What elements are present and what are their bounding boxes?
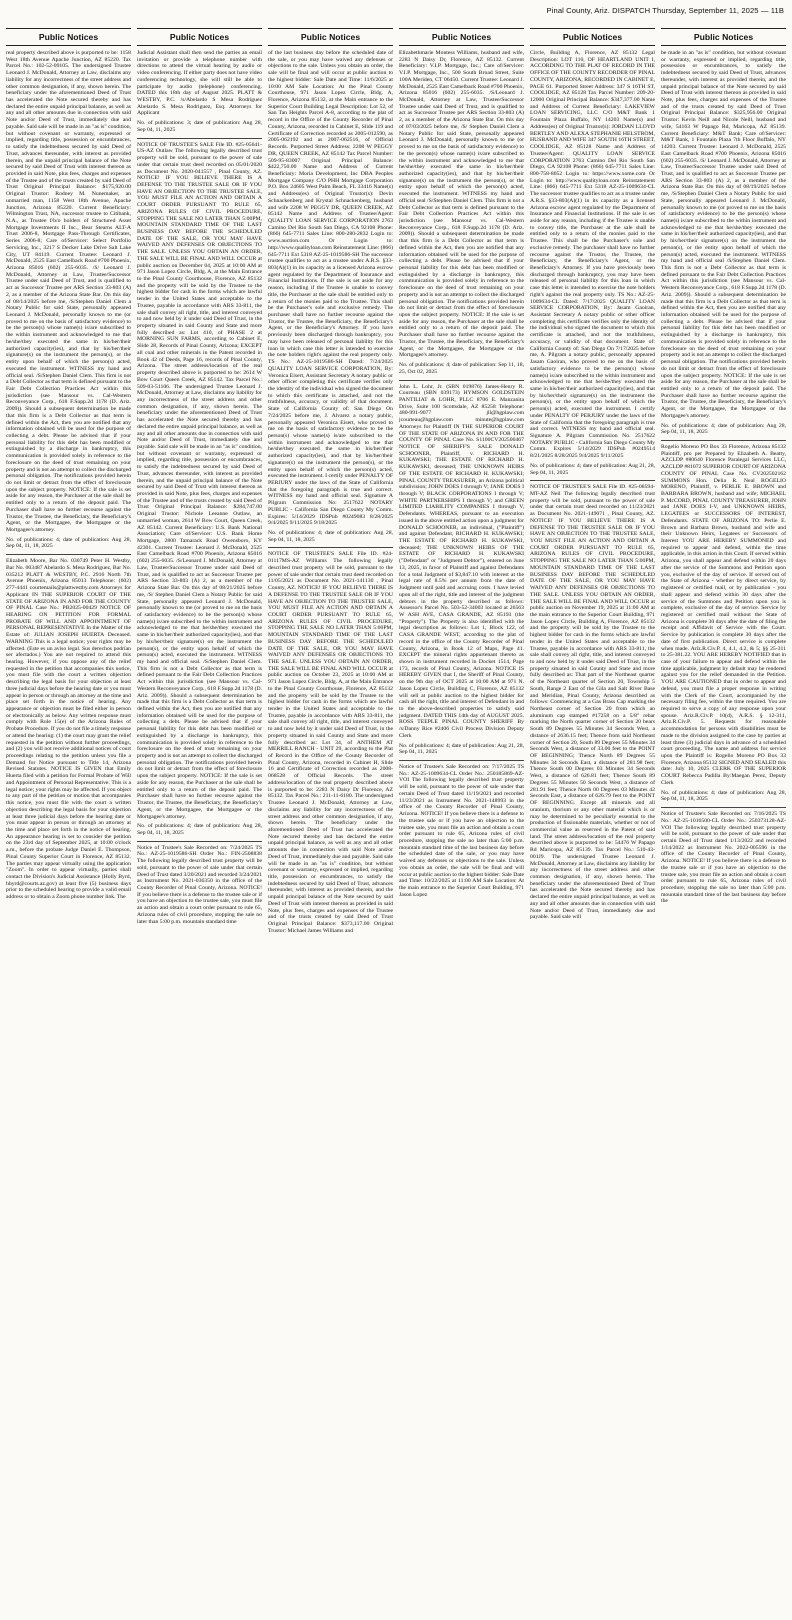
running-head: Pinal County, Ariz. DISPATCH Thursday, September 11, 2025 — 11B	[546, 6, 784, 15]
publication-note: No. of publications: 3; date of publication: Aug 28, Sep 04, 11, 2025	[137, 120, 262, 133]
column-heading: Public Notices	[6, 28, 131, 46]
notice-paragraph: NOTICE OF TRUSTEE'S SALE File ID. #25-08594-MT-AZ Neil The following legally described trust property will be sold, pursuant to the power of sale under that certain trust deed recorded on 11/23/2021 as Document No. 2021-149071 , Pinal County, AZ. NOTICE! IF YOU BELIEVE THERE IS A DEFENSE TO THE TRUSTEE SALE OR IF YOU HAVE AN OBJECTION TO THE TRUSTEE SALE, YOU MUST FILE AN ACTION AND OBTAIN A COURT ORDER PURSUANT TO RULE 65, ARIZONA RULES OF CIVIL PROCEDURE, STOPPING THE SALE NO LATER THAN 5:00PM, MOUNTAIN STANDARD TIME OF THE LAST BUSINESS DAY BEFORE THE SCHEDULED DATE OF THE SALE, OR YOU MAY HAVE WAIVED ANY DEFENSES OR OBJECTIONS TO THE SALE. UNLESS YOU OBTAIN AN ORDER, THE SALE WILL BE FINAL AND WILL OCCUR at public auction on November 19, 2025 at 11:00 AM at the main entrance to the Superior Court Building, 971 Jason Lopez Circle, Building A, Florence, AZ 85132 and the property will be sold by the Trustee to the highest bidder for cash in the forms which are lawful tender in the United States and acceptable to the Trustee, payable in accordance with ARS 33-811, the sale shall convey all right, title, and interest conveyed to and now held by it under said Deed of Trust, in the property situated in said County and State and more fully described as: That part of the Northeast quarter of the Northeast quarter of Section 20, Township 5 South, Range 2 East of the Gila and Salt River Base and Meridian, Pinal County, Arizona described as follows: Commencing at a Gas Brass Cap marking the Northeast corner of Section 20 from which an aluminum cap stamped #17258 on a 5/8" rebar marking the North quarter corner of Section 20 bears South 89 Degrees 55 Minutes 34 Seconds West, a distance of 2636.15 feet; Thence from said Northeast corner of Section 20, South 89 Degrees 55 Minutes 34 Seconds West, a distance of 33.00 feet to the POINT OF BEGINNING; Thence North 89 Degrees 55 Minutes 34 Seconds East, a distance of 281.98 feet; Thence South 00 Degrees 03 Minutes 34 Seconds West, a distance of 626.81 feet; Thence South 89 Degrees 55 Minutes 50 Seconds West, a distance of 281.91 feet; Thence North 00 Degrees 03 Minutes 42 Seconds East, a distance of 626.79 feet to the POINT OF BEGINNING. Except all minerals and all uranium, thorium or any other material which is or may be determined to be peculiarly essential to the production of fissionable materials, whether or not of commercial value as reserved in the Patent of said land. The street address/location of the real property described above is purported to be: 54476 W Papago Rd Maricopa, AZ 85139. Tax Parcel No.: 510-43-001J9. The undersigned Trustee Leonard J. McDonald, Attorney at Law, disclaims any liability for any incorrectness of the street address and other common designation, if any, shown herein. The beneficiary under the aforementioned Deed of Trust has accelerated the Note secured thereby and has declared the entire unpaid principal balance, as well as any and all other amounts due in connection with said Note and/or Deed of Trust, immediately due and payable. Said sale will	[530, 484, 655, 921]
column-heading: Public Notices	[399, 28, 524, 46]
publication-note: No. of publications: 4; date of publication: Aug 28, Sep 04, 11, 18, 2025	[6, 536, 131, 550]
column-heading: Public Notices	[530, 28, 655, 46]
column-6	[661, 28, 786, 1616]
notice-divider	[661, 440, 786, 441]
column-2	[137, 28, 262, 1616]
notice-paragraph: Elizabeth Moore, Bar No. 030749 Peter H. Westby, Bar No. 003487 Abelardo S. Mesa Rodriguez, Bar No. 035212 PLATT & WESTBY, P.C. 2916 North 7th Avenue Phoenix, Arizona 85013 Telephone: (602) 277-4441 courtemails@plattwestby.com Attorneys for Applicant IN THE SUPERIOR COURT OF THE STATE OF ARIZONA IN AND FOR THE COUNTY OF PINAL Case No.: PB2025-00429 NOTICE OF HEARING ON PETITION FOR FORMAL PROBATE OF WILL AND APPOINTMENT OF PERSONAL REPRESENTATIVE In the Matter of the Estate of: JULIAN JOSEPH HUERTA Deceased. WARNING This is a legal notice; your rights may be affected. (Este es un aviso legal. Sus derechos podrían ser afectados.) You are not required to attend this hearing. However, if you oppose any of the relief requested in the petition that accompanies this notice, you must file with the court a written objection describing the legal basis for your objection at least three judicial days before the hearing date or you must appear in person or through an attorney at the time and place set forth in the notice of hearing. Any appearance or objection must be filed either in person or electronically as below. Any written response must comply with Rule 15(e) of the Arizona Rules of Probate Procedure. If you do not file a timely response or attend the hearing: (1) the court may grant the relief requested in the petition without further proceedings, and (2) you will not receive additional notices of court proceedings relating to the petition unless you file a Demand for Notice pursuant to Title 14, Arizona Revised Statutes. NOTICE IS GIVEN that Emily Huerta filed with a petition for Formal Probate of Will and Appointment of Personal Representative. This is a legal notice; your rights may be affected. If you object to any part of the petition or motion that accompanies this notice, you must file with the court a written objection describing the legal basis for your objection at least three judicial days before the hearing date or you must appear in person or through an attorney at the time and place set forth in the notice of hearing. An appearance hearing is set to consider the petition on the 23rd day of September 2025, at 10:00 o'clock a.m., before the probate Judge Daniel E. Thompson, Pinal County Superior Court in Florence, AZ 85132. The parties may appear virtually using the application "Zoom". In order to appear virtually, parties shall contact the Division's Judicial Assistance (Holly Byrd, hbyrd@courts.az.gov) at least five (5) business days prior to the scheduled hearing to provide a valid email address or to obtain a Zoom phone number link. The	[6, 558, 131, 901]
column-1	[6, 28, 131, 1616]
column-body	[268, 50, 393, 934]
publication-note: No. of publications: 4; date of publication: Aug 21, 28, Sep 04, 11, 2025	[530, 462, 655, 476]
notice-paragraph: be made in an "as is" condition, but without covenant or warranty, expressed or implied, regarding title, possession or encumbrances, to satisfy the indebtedness secured by said Deed of Trust, advances thereunder, with interest as provided therein, and the unpaid principal balance of the Note secured by said Deed of Trust with interest thereon as provided in said Note, plus fees, charges and expenses of the Trustee and of the trusts created by said Deed of Trust Original Principal Balance: $325,956.00 Original Trustor: Kevin Neill and Nicole Neill, husband and wife, 54163 W Papago Rd, Maricopa, AZ 85139. Current Beneficiary: M&T Bank; Care of/Servicer: M&T Bank, 1 Fountain Plaza 7th Floor Buffalo, NY 14203. Current Trustee: Leonard J. McDonald, 2525 East Camelback Road #700 Phoenix, Arizona 85016 (602) 255-6035. /S/ Leonard J. McDonald, Attorney at Law, Trustee/Successor Trustee under said Deed of Trust, and is qualified to act as Successor Trustee per ARS Section 33-803 (A) 2, as a member of the Arizona State Bar. On this day of 08/19/2025 before me, /S/Stephen Daniel Clem a Notary Public for said State, personally appeared Leonard J. McDonald, personally known to me (or proved to me on the basis of satisfactory evidence) to be the person(s) whose name(s) is/are subscribed to the within instrument and acknowledged to me that he/she/they executed the same in his/her/their authorized capacity(ies), and that by his/her/their signature(s) on the instrument the person(s), or the entity upon behalf of which the person(s) acted, executed the instrument. WITNESS my hand and official seal /S/Stephen Daniel Clem. This firm is not a Debt Collector as that term is defined pursuant to the Fair Debt Collection Practices Act within this jurisdiction (see Mansour vs. Cal-Western Reconveyance Corp., 618 F.Supp.2d 1178 (D. Ariz. 2009)). Should a subsequent determination be made that this firm is a Debt Collector as that term is defined within the Act, then you are notified that any information obtained will be used for the purpose of collecting a debt. Please be advised that if your personal liability for this debt has been modified or extinguished by a discharge in bankruptcy, this communication is provided solely in reference to the foreclosure on the deed of trust remaining on your property and is not an attempt to collect the discharged personal obligation. The notifications provided herein do not limit or detract from the effect of foreclosure upon the subject property. NOTICE: If the sale is set aside for any reason, the Purchaser at the sale shall be entitled only to a return of the deposit paid. The Purchaser shall have no further recourse against the Trustor, the Trustee, the Beneficiary, the Beneficiary's Agent, or the Mortgagee, the Mortgagee or the Mortgagee's attorney.	[661, 50, 786, 419]
notice-paragraph: Notice of Trustee's Sale Recorded on: 7/24/2025 TS No.: AZ-25-1019586-SH Order No.: FIN-2508838 The following legally described trust property will be sold, pursuant to the power of sale under that certain Deed of Trust dated 3/20/2021 and recorded 3/24/2021 as Instrument No. 2021-036350 in the office of the County Recorder of Pinal County, Arizona. NOTICE! If you believe there is a defense to the trustee sale or if you have an objection to the trustee sale, you must file an action and obtain a court order pursuant to rule 65, Arizona rules of civil procedure, stopping the sale no later than 5:00 p.m. mountain standard time	[137, 844, 262, 925]
column-4	[399, 28, 524, 1616]
column-5	[530, 28, 655, 1616]
column-heading: Public Notices	[268, 28, 393, 46]
column-heading: Public Notices	[661, 28, 786, 46]
notice-divider	[399, 380, 524, 381]
notice-paragraph: John L. Lohr, Jr. (SBN 019876) James-Henry R. Courteau (SBN 039173) HYMSON GOLDSTEIN PANTILIAT & LOHR, PLLC 8706 E. Manzanita Drive, Suite 100 Scottsdale, AZ 85258 Telephone: 480-991-9077 jll@hgplaw.com jcourteau@hgplaw.com minute@hgplaw.com Attorneys for Plaintiff IN THE SUPERIOR COURT OF THE STATE OF ARIZONA IN AND FOR THE COUNTY OF PINAL Case No. S1100CV202500467 NOTICE OF SHERIFF'S SALE DONALD SCHOONER, Plaintiff, v. RICHARD H. KUKAWSKI; THE ESTATE OF RICHARD H. KUKAWSKI, deceased; THE UNKNOWN HEIRS OF THE ESTATE OF RICHARD H. KUKAWSKI; PINAL COUNTY TREASURER, an Arizona political subdivision; JOHN DOES I through V; JANE DOES I through V; BLACK CORPORATIONS I through V; WHITE PARTNERSHIPS I through V; and GREEN LIMITED LIABILITY COMPANIES I through V, Defendants. WHEREAS, pursuant to an execution issued in the above entitled action upon a judgment for DONALD SCHOONER, an individual, ("Plaintiff") and against Defendant, RICHARD H. KUKAWSKI; THE ESTATE OF RICHARD H. KUKAWSKI, deceased; THE UNKNOWN HEIRS OF THE ESTATE OF RICHARD H. KUKAWSKI ("Defendant" or "Judgment Debtor"), entered on June 13, 2025, in favor of Plaintiff and against Defendants for a total Judgment of $3,847.10 with interest at the legal rate of 8.5% per annum from the date of Judgment until paid and accruing costs. I have levied upon all of the right, title and interest of the judgment debtors in the property described as follows: Assessor's Parcel No. 503-52-34003 located at 26563 W ASH AVE, CASA GRANDE, AZ 85193 (the "Property"). The Property is also identified with the legal description as follows: Lot 1, Block 122, of CASA GRANDE WEST, according to the plat of record in the office of the County Recorder of Pinal County, Arizona, in Book 12 of Maps, Page 41. EXCEPT the mineral rights appurtenant thereto as shown in instrument recorded in Docket 1514, Page 173, records of Pinal County, Arizona. NOTICE IS HEREBY GIVEN that I, the Sheriff of Pinal County, on the 9th day of OCT 2025 at 10:00 AM at 971 N. Jason Lopez Circle, Building C, Florence, AZ 85132 will sell at public auction to the highest bidder for cash all the right, title and interest of Defendant in and to the above-described properties to satisfy said judgment. DATED THIS 14th day of AUGUST 2025. ROSS TEEPLE PINAL COUNTY SHERIFF By /s/Danny Rice #2406 Civil Process Division Deputy Clerk	[399, 383, 524, 739]
notice-paragraph: NOTICE OF TRUSTEE'S SALE File ID. #25-05641-US-AZ Outlaw The following legally described trust property will be sold, pursuant to the power of sale under that certain trust deed recorded on 05/01/2020 as Document No. 2020-041557 , Pinal County, AZ. NOTICE! IF YOU BELIEVE THERE IS A DEFENSE TO THE TRUSTEE SALE OR IF YOU HAVE AN OBJECTION TO THE TRUSTEE SALE, YOU MUST FILE AN ACTION AND OBTAIN A COURT ORDER PURSUANT TO RULE 65, ARIZONA RULES OF CIVIL PROCEDURE, STOPPING THE SALE NO LATER THAN 5:00PM, MOUNTAIN STANDARD TIME OF THE LAST BUSINESS DAY BEFORE THE SCHEDULED DATE OF THE SALE, OR YOU MAY HAVE WAIVED ANY DEFENSES OR OBJECTIONS TO THE SALE. UNLESS YOU OBTAIN AN ORDER, THE SALE WILL BE FINAL AND WILL OCCUR at public auction on December 04, 2025 at 10:00 AM at 971 Jason Lopez Circle, Bldg. A, at the Main Entrance to the Pinal County Courthouse, Florence, AZ 85132 and the property will be sold by the Trustee to the highest bidder for cash in the forms which are lawful tender in the United States and acceptable to the Trustee, payable in accordance with ARS 33-811, the sale shall convey all right, title, and interest conveyed to and now held by it under said Deed of Trust, in the property situated in said County and State and more fully described as: Lot 410, of PHASE 2 at MORNING SUN FARMS, according to Cabinet E, Slide 28, Records of Pinal County, Arizona; EXCEPT all coal and other minerals in the Patent recorded in Book 42 of Deeds, Page 16, records of Pinal County, Arizona. The street address/location of the real property described above is purported to be: 2614 W Bow Court Queen Creek, AZ 85142. Tax Parcel No.: 509-03-51106. The undersigned Trustee Leonard J. McDonald, Attorney at Law, disclaims any liability for any incorrectness of the street address and other common designation, if any, shown herein. The beneficiary under the aforementioned Deed of Trust has accelerated the Note secured thereby and has declared the entire unpaid principal balance, as well as any and all other amounts due in connection with said Note and/or Deed of Trust, immediately due and payable. Said sale will be made in an "as is" condition, but without covenant or warranty, expressed or implied, regarding title, possession or encumbrances, to satisfy the indebtedness secured by said Deed of Trust, advances thereunder, with interest as provided therein, and the unpaid principal balance of the Note secured by said Deed of Trust with interest thereon as provided in said Note, plus fees, charges and expenses of the Trustee and of the trusts created by said Deed of Trust Original Principal Balance: $284,747.00 Original Trustor: Nichole Leeanne Outlaw, an unmarried woman, 2614 W Bow Court, Queen Creek, AZ 85142. Current Beneficiary: U.S. Bank National Association; Care of/Servicer: U.S. Bank Home Mortgage, 2800 Tamarack Road Owensboro, KY 42301. Current Trustee: Leonard J. McDonald, 2525 East Camelback Road #700 Phoenix, Arizona 85016 (602) 255-6035. /S/Leonard J. McDonald, Attorney at Law, Trustee/Successor Trustee under said Deed of Trust, and is qualified to act as Successor Trustee per ARS Section 33-803 (A) 2, as a member of the Arizona State Bar. On this day of 08/21/2025 before me, /S/ Stephen Daniel Clem a Notary Public for said State, personally appeared Leonard J. McDonald, personally known to me (or proved to me on the basis of satisfactory evidence) to be the person(s) whose name(s) is/are subscribed to the within instrument and acknowledged to me that he/she/they executed the same in his/her/their authorized capacity(ies), and that by his/her/their signature(s) on the instrument the person(s), or the entity upon behalf of which the person(s) acted, executed the instrument. WITNESS my hand and official seal. /S/Stephen Daniel Clem. This firm is not a Debt Collector as that term is defined pursuant to the Fair Debt Collection Practices Act within this jurisdiction (see Mansour vs. Cal-Western Reconveyance Corp., 618 F.Supp.2d 1178 (D. Ariz. 2009)). Should a subsequent determination be made that this firm is a Debt Collector as that term is defined within the Act, then you are notified that any information obtained will be used for the purpose of collecting a debt. Please be advised that if your personal liability for this debt has been modified or extinguished by a discharge in bankruptcy, this communication is provided solely in reference to the foreclosure on the deed of trust remaining on your property and is not an attempt to collect the discharged personal obligation. The notifications provided herein do not limit or detract from the effect of foreclosure upon the subject property. NOTICE: If the sale is set aside for any reason, the Purchaser at the sale shall be entitled only to a return of the deposit paid. The Purchaser shall have no further recourse against the Trustor, the Trustee, the Beneficiary, the Beneficiary's Agent, or the Mortgagee, the Mortgagee or the Mortgagee's attorney.	[137, 141, 262, 820]
notice-divider	[137, 138, 262, 139]
notice-divider	[268, 547, 393, 548]
notice-divider	[661, 807, 786, 808]
column-3	[268, 28, 393, 1616]
column-body	[530, 50, 655, 921]
column-body	[137, 50, 262, 925]
notice-paragraph: Circle, Building A, Florence, AZ 85132 Legal Description: LOT 110, OF HEARTLAND UNIT I, ACCORDING TO THE PLAT OF RECORD IN THE OFFICE OF THE COUNTY RECORDER OF PINAL COUNTY, ARIZONA, RECORDED IN CABINET E, PAGE 61. Purported Street Address: 347 S 16TH ST, COOLIDGE, AZ 85128 Tax Parcel Number: 209-20-12000 Original Principal Balance: $347,377.00 Name and Address of Current Beneficiary: LAKEVIEW LOAN SERVICING, LLC C/O M&T Bank 1 Fountain Plaza Buffalo, NY 14203 Name(s) and Address(es) of Original Trustor(s): JORDAN LLOYD BERTLEY AND ALEXA STEPHANIE HELSTROM, HUSBAND AND WIFE 347 SOUTH 16TH STREET, COOLIDGE, AZ 85128 Name and Address of Trustee/Agent: QUALITY LOAN SERVICE CORPORATION 2763 Camino Del Rio South San Diego, CA 92108 Phone: (866) 645-7711 Sales Line: 800-758-8052 Login to: https://www.xome.com Or Login to: http://www.qualityloan.com Reinstatement Line: (866) 645-7711 Ext 5318 AZ-25-1009634-CL The successor trustee qualifies to act as a trustee under A.R.S. §33-803(A)(1) in its capacity as a licensed Arizona escrow agent regulated by the Department of Insurance and Financial Institutions. If the sale is set aside for any reason, including if the Trustee is unable to convey title, the Purchaser at the sale shall be entitled only to a return of the monies paid to the Trustee. This shall be the Purchaser's sole and exclusive remedy. The purchaser shall have no further recourse against the Trustor, the Trustee, the Beneficiary, the Beneficiary's Agent, or the Beneficiary's Attorney. If you have previously been discharged through bankruptcy, you may have been released of personal liability for this loan in which case this letter is intended to exercise the note holders right's against the real property only. TS No.: AZ-25-1009634-CL Dated: 7/17/2025 QUALITY LOAN SERVICE CORPORATION, By: Jasam Gaoiran, Assistant Secretary A notary public or other officer completing this certificate verifies only the identity of the individual who signed the document to which this certificate is attached, and not the truthfulness, accuracy, or validity of that document. State of: California County of: San Diego On 7/17/2025 before me, A. Pilgram a notary public, personally appeared Jasam Gaoiran, who proved to me on the basis of satisfactory evidence to be the person(s) whose name(s) is/are subscribed to the within instrument and acknowledged to me that he/she/they executed the same in his/her/their authorized capacity(ies), and that by his/her/their signature(s) on the instrument the person(s), or the entity upon behalf of which the person(s) acted, executed the instrument. I certify under PENALTY OF PERJURY under the laws of the State of California that the foregoing paragraph is true and correct. WITNESS my hand and official seal. Signature A. Pilgram Commission No. 2517622 NOTARY PUBLIC - California San Diego County My Comm. Expires 5/14/2029 IDSPub #0249514 8/21/2025 8/28/2025 9/4/2025 9/11/2025	[530, 50, 655, 460]
notice-divider	[6, 554, 131, 555]
notice-divider	[399, 760, 524, 761]
column-heading: Public Notices	[137, 28, 262, 46]
notice-paragraph: NOTICE OF TRUSTEE'S SALE File ID. #24-01117MS-AZ Williams The following legally described trust property will be sold, pursuant to the power of sale under that certain trust deed recorded on 11/05/2021 as Document No. 2021-141130 , Pinal County, AZ. NOTICE! IF YOU BELIEVE THERE IS A DEFENSE TO THE TRUSTEE SALE OR IF YOU HAVE AN OBJECTION TO THE TRUSTEE SALE, YOU MUST FILE AN ACTION AND OBTAIN A COURT ORDER PURSUANT TO RULE 65, ARIZONA RULES OF CIVIL PROCEDURE, STOPPING THE SALE NO LATER THAN 5:00PM, MOUNTAIN STANDARD TIME OF THE LAST BUSINESS DAY BEFORE THE SCHEDULED DATE OF THE SALE, OR YOU MAY HAVE WAIVED ANY DEFENSES OR OBJECTIONS TO THE SALE. UNLESS YOU OBTAIN AN ORDER, THE SALE WILL BE FINAL AND WILL OCCUR at public auction on October 23, 2025 at 10:00 AM at 971 Jason Lopez Circle, Bldg. A, at the Main Entrance to the Pinal County Courthouse, Florence, AZ 85132 and the property will be sold by the Trustee to the highest bidder for cash in the forms which are lawful tender in the United States and acceptable to the Trustee, payable in accordance with ARS 33-811, the sale shall convey all right, title, and interest conveyed to and now held by it under said Deed of Trust, in the property situated in said County and State and more fully described as: Lot 34, of ANTHEM AT MERRILL RANCH - UNIT 29, according to the Plat of Record in the Office of the County Recorder of Pinal County, Arizona, recorded in Cabinet H, Slide 16 and Certificate of Correction recorded as 2008-068528 of Official Records. The street address/location of the real property described above is purported to be: 2283 N Daisy Dr Florence, AZ 85132. Tax Parcel No.: 211-11-6180. The undersigned Trustee Leonard J. McDonald, Attorney at Law, disclaims any liability for any incorrectness of the street address and other common designation, if any, shown herein. The beneficiary under the aforementioned Deed of Trust has accelerated the Note secured thereby and has declared the entire unpaid principal balance, as well as any and all other amounts due in connection with said Note and/or Deed of Trust, immediately due and payable. Said sale will be made in an "as is" condition, but without covenant or warranty, expressed or implied, regarding title, possession or encumbrances, to satisfy the indebtedness secured by said Deed of Trust, advances thereunder, with interest as provided therein, and the unpaid principal balance of the Note secured by said Deed of Trust with interest thereon as provided in said Note, plus fees, charges and expenses of the Trustee and of the trusts created by said Deed of Trust Original Principal Balance: $373,117.00 Original Trustor: Michael James Williams and	[268, 551, 393, 934]
notice-paragraph: Notice of Trustee's Sale Recorded on: 7/16/2025 TS No.: AZ-25-1016500-CL Order No.: 250373128-AZ-VOI The following legally described trust property will be sold, pursuant to the power of sale under that certain Deed of Trust dated 1/13/2022 and recorded 1/14/2022 as Instrument No. 2022-005596 in the office of the County Recorder of Pinal County, Arizona. NOTICE! If you believe there is a defense to the trustee sale or if you have an objection to the trustee sale, you must file an action and obtain a court order pursuant to rule 65, Arizona rules of civil procedure, stopping the sale no later than 5:00 p.m. mountain standard time of the last business day before the	[661, 811, 786, 905]
notice-paragraph: Elizabethmarie Montess Williams, husband and wife, 2283 N Daisy Dr, Florence, AZ 85132. Current Beneficiary: V.I.P. Mortgage, Inc.; Care of/Servicer: V.I.P. Mortgage, Inc., 500 South Broad Street, Suite 100A Meriden, CT 06450. Current Trustee: Leonard J. McDonald, 2525 East Camelback Road #700 Phoenix, Arizona 85016 (602) 255-6035. /S/Leonard J. McDonald, Attorney at Law, Trustee/Successor Trustee under said Deed of Trust, and is qualified to act as Successor Trustee per ARS Section 33-803 (A) 2, as a member of the Arizona State Bar. On this day of 07/03/2025 before me, /S/ Stephen Daniel Clem a Notary Public for said State, personally appeared Leonard J. McDonald, personally known to me (or proved to me on the basis of satisfactory evidence) to be the person(s) whose name(s) is/are subscribed to the within instrument and acknowledged to me that he/she/they executed the same in his/her/their authorized capacity(ies), and that by his/her/their signature(s) on the instrument the person(s), or the entity upon behalf of which the person(s) acted, executed the instrument. WITNESS my hand and official seal /S/Stephen Daniel Clem. This firm is not a Debt Collector as that term is defined pursuant to the Fair Debt Collection Practices Act within this jurisdiction (see Mansour vs. Cal-Western Reconveyance Corp., 618 F.Supp.2d 1178 (D. Ariz. 2009)). Should a subsequent determination be made that this firm is a Debt Collector as that term is defined within the Act, then you are notified that any information obtained will be used for the purpose of collecting a debt. Please be advised that if your personal liability for this debt has been modified or extinguished by a discharge in bankruptcy, this communication is provided solely in reference to the foreclosure on the deed of trust remaining on your property and is not an attempt to collect the discharged personal obligation. The notifications provided herein do not limit or detract from the effect of foreclosure upon the subject property. NOTICE: If the sale is set aside for any reason, the Purchaser at the sale shall be entitled only to a return of the deposit paid. The Purchaser shall have no further recourse against the Trustor, the Trustee, the Beneficiary, the Beneficiary's Agent, or the Mortgagee, the Mortgagee or the Mortgagee's attorney.	[399, 50, 524, 359]
notice-columns	[6, 28, 786, 1616]
notice-paragraph: real property described above is purported to be: 1158 West 18th Avenue Apache Junction, AZ 85220. Tax Parcel No.: 102-52-09105. The undersigned Trustee Leonard J. McDonald, Attorney at Law, disclaims any liability for any incorrectness of the street address and other common designation, if any, shown herein. The beneficiary under the aforementioned Deed of Trust has accelerated the Note secured thereby and has declared the entire unpaid principal balance, as well as any and all other amounts due in connection with said Note and/or Deed of Trust, immediately due and payable. Said sale will be made in an "as is" condition, but without covenant or warranty, expressed or implied, regarding title, possession or encumbrances, to satisfy the indebtedness secured by said Deed of Trust, advances thereunder, with interest as provided therein, and the unpaid principal balance of the Note secured by said Deed of Trust with interest thereon as provided in said Note, plus fees, charges and expenses of the Trustee and of the trusts created by said Deed of Trust Original Principal Balance: $175,920.00 Original Trustor: Rodney M. Nunemaker, an unmarried man, 1158 West 18th Avenue, Apache Junction, Arizona 85220. Current Beneficiary: Wilmington Trust, NA, successor trustee to Citibank, N.A., as Trustee f/b/o holders of Structured Asset Mortgage Investments II Inc., Bear Stearns ALT-A Trust 2006-8, Mortgage Pass-Through Certificates, Series 2006-8; Care of/Servicer: Select Portfolio Servicing, Inc., 3217 S Decker Lake Drive Salt Lake City, UT 84119. Current Trustee: Leonard J. McDonald, 2525 East Camelback Road #700 Phoenix, Arizona 85016 (602) 255-6035. /S/ Leonard J. McDonald, Attorney at Law, Trustee/Successor Trustee under said Deed of Trust, and is qualified to act as Successor Trustee per ARS Section 33-803 (A) 2, as a member of the Arizona State Bar. On this day of 08/14/2025 before me, /S/Stephen Daniel Clem a Notary Public for said State, personally appeared Leonard J. McDonald, personally known to me (or proved to me on the basis of satisfactory evidence) to be the person(s) whose name(s) is/are subscribed to the within instrument and acknowledged to me that he/she/they executed the same in his/her/their authorized capacity(ies), and that by his/her/their signature(s) on the instrument the person(s), or the entity upon behalf of which the person(s) acted, executed the instrument. WITNESS my hand and official seal. /S/Stephen Daniel Clem. This firm is not a Debt Collector as that term is defined pursuant to the Fair Debt Collection Practices Act within this jurisdiction (see Mansour vs. Cal-Western Reconveyance Corp., 618 F.Supp.2d 1178 (D. Ariz. 2009)). Should a subsequent determination be made that this firm is a Debt Collector as that term is defined within the Act, then you are notified that any information obtained will be used for the purpose of collecting a debt. Please be advised that if your personal liability for this debt has been modified or extinguished by a discharge in bankruptcy, this communication is provided solely in reference to the foreclosure on the deed of trust remaining on your property and is not an attempt to collect the discharged personal obligation. The notifications provided herein do not limit or detract from the effect of foreclosure upon the subject property. NOTICE: If the sale is set aside for any reason, the Purchaser at the sale shall be entitled only to a return of the deposit paid. The Purchaser shall have no further recourse against the Trustor, the Trustee, the Beneficiary, the Beneficiary's Agent, or the Mortgagee, the Mortgagee or the Mortgagee's attorney.	[6, 50, 131, 534]
publication-note: No. of publications: 4; date of publication: Sep 11, 18, 25, Oct 02, 2025	[399, 362, 524, 375]
publication-note: No. of publications: 4; date of publication: Aug 28, Sep 04, 11, 18, 2025	[268, 530, 393, 543]
notice-divider	[530, 480, 655, 481]
publication-note: No. of publications: 4; date of publication: Aug 28, Sep 04, 11, 18, 2025	[137, 823, 262, 836]
notice-paragraph: Judicial Assistant shall then send the parties an email invitation or provide a telephone number with directions to attend the virtual hearing by audio or video conferencing. If either party does not have video conferencing technology, she will still be able to participate by audio (telephone) conferencing. DATED this 18th day of August 2025. PLATT & WESTBY, P.C. /s/Abelardo S Mesa Rodriguez Abelardo S. Mesa Rodriguez, Esq. Attorneys for Applicant	[137, 50, 262, 117]
publication-note: No. of publications: 4; date of publication: Aug 21, 28, Sep 04, 11, 2025	[399, 742, 524, 756]
publication-note: No. of publications: 4; date of publication: Aug 28, Sep 04, 11, 18, 2025	[661, 422, 786, 436]
notice-divider	[137, 841, 262, 842]
column-body	[399, 50, 524, 898]
notice-paragraph: Notice of Trustee's Sale Recorded on: 7/17/2025 TS No.: AZ-25-1009634-CL Order No.: 250185869-AZ-VOI The following legally described trust property will be sold, pursuant to the power of sale under that certain Deed of Trust dated 11/19/2021 and recorded 11/23/2021 as Instrument No. 2021-148993 in the office of the County Recorder of Pinal County, Arizona. NOTICE! If you believe there is a defense to the trustee sale or if you have an objection to the trustee sale, you must file an action and obtain a court order pursuant to rule 65, Arizona rules of civil procedure, stopping the sale no later than 5:00 p.m. mountain standard time of the last business day before the scheduled date of the sale, or you may have waived any defenses or objections to the sale. Unless you obtain an order, the sale will be final and will occur at public auction to the highest bidder: Sale Date and Time: 10/22/2025 at 11:00 AM Sale Location: At the main entrance to the Superior Court Building, 971 Jason Lopez	[399, 764, 524, 898]
column-body	[661, 50, 786, 905]
column-body	[6, 50, 131, 901]
publication-note: No. of publications: 4; date of publication: Aug 28, Sep 04, 11, 18, 2025	[661, 789, 786, 803]
notice-paragraph: of the last business day before the scheduled date of the sale, or you may have waived any defenses or objections to the sale. Unless you obtain an order, the sale will be final and will occur at public auction to the highest bidder: Sale Date and Time: 11/6/2025 at 10:00 AM Sale Location: At the Pinal County Courthouse, 971 Jason Lopez Circle, Bldg. A, Florence, Arizona 85132, at the Main entrance to the Superior Court Building Legal Description: Lot 52, of San Tan Heights Parcel A-8, according to the plat of record in the Office of the County Recorder of Pinal County, Arizona, recorded in Cabinet E, Slide 119 and Certificate of Correction recorded as 2005-012590, as 2005-062192 and as 2007-062516, of Official Records. Purported Street Address: 2208 W PEGGY DR, QUEEN CREEK, AZ 85142 Tax Parcel Number: 509-95-83007 Original Principal Balance: $422,750.00 Name and Address of Current Beneficiary: Moria Development, Inc DBA Peoples Mortgage Company C/O PHH Mortgage Corporation P.O. Box 24605 West Palm Beach, FL 33416 Name(s) and Address(es) of Original Trustor(s): Devin Schnackenberg and Krystal Schnackenberg, husband and wife 2208 W PEGGY DR, QUEEN CREEK, AZ 85142 Name and Address of Trustee/Agent: QUALITY LOAN SERVICE CORPORATION 2763 Camino Del Rio South San Diego, CA 92108 Phone: (866) 645-7711 Sales Line: 800-280-2832 Login to: www.auction.com Or Login to: http://www.qualityloan.com Reinstatement Line: (866) 645-7711 Ext 5318 AZ-25-1019586-SH The successor trustee qualifies to act as a trustee under A.R.S. §33-803(A)(1) in its capacity as a licensed Arizona escrow agent regulated by the Department of Insurance and Financial Institutions. If the sale is set aside for any reason, including if the Trustee is unable to convey title, the Purchaser at the sale shall be entitled only to a return of the monies paid to the Trustee. This shall be the Purchaser's sole and exclusive remedy. The purchaser shall have no further recourse against the Trustor, the Trustee, the Beneficiary, the Beneficiary's Agent, or the Beneficiary's Attorney. If you have previously been discharged through bankruptcy, you may have been released of personal liability for this loan in which case this letter is intended to exercise the note holders right's against the real property only. TS No.: AZ-25-1019586-SH Dated: 7/24/2025 QUALITY LOAN SERVICE CORPORATION, By: Veronica Eisert, Assistant Secretary A notary public or other officer completing this certificate verifies only the identity of the individual who signed the document to which this certificate is attached, and not the truthfulness, accuracy, or validity of that document. State of California County of: San Diego On 7/24/2025 before me, J. Alvarez a notary public, personally appeared Veronica Eisert, who proved to me on the basis of satisfactory evidence to be the person(s) whose name(s) is/are subscribed to the within instrument and acknowledged to me that he/she/they executed the same in his/her/their authorized capacity(ies), and that by his/her/their signature(s) on the instrument the person(s), or the entity upon behalf of which the person(s) acted, executed the instrument. I certify under PENALTY OF PERJURY under the laws of the State of California that the foregoing paragraph is true and correct. WITNESS my hand and official seal. Signature A Pilgram Commission No: 2517622 NOTARY PUBLIC - California San Diego County My Comm. Expires: 5/14/2029 IDSPub #0249083 8/28/2025 9/4/2025 9/11/2025 9/18/2025	[268, 50, 393, 527]
notice-paragraph: Rogelio Moreno PO Box 33 Florence, Arizona 85132 Plaintiff, pro per Prepared by Elizabeth A. Beatty, AZCLDP #80640 Florence Paralegal Services LLC, AZCLDP #81072 SUPERIOR COURT OF ARIZONA COUNTY OF PINAL Case No. CV202502162 SUMMONS Hon. Delia R. Neal ROGELIO MORENO, Plaintiff, v. PERLIE E. BROWN and BARBARA BROWN, husband and wife; MICHAEL P. McCORD, PINAL COUNTY TREASURER, JOHN and JANE DOES I-V, and UNKNOWN HEIRS, LEGATEES or SUCCESSORS OF INTEREST, Defendants. STATE OF ARIZONA TO: Perlie E. Brown and Barbara Brown, husband and wife and their Unknown Heirs, Legatees or Successors of Interest YOU ARE HEREBY SUMMONED and required to appear and defend, within the time applicable, in this action in this Court. If served within Arizona, you shall appear and defend within 20 days after the service of the Summons and Petition upon you, exclusive of the day of service. If served out of the State of Arizona - whether by direct service, by registered or certified mail, or by publication - you shall appear and defend within 30 days after the service of the Summons and Petition upon you is complete, exclusive of the day of service. Service by registered or certified mail without the State of Arizona is complete 30 days after the date of filing the receipt and Affidavit of Service with the Court. Service by publication is complete 30 days after the date of first publication. Direct service is complete when made. Ariz.R.Civ.P. 4, 4.1, 4.2, & 5; §§ 25-311 to 25-381.22. YOU ARE HEREBY NOTIFIED that in case of your failure to appear and defend within the time applicable, judgment by default may be rendered against you for the relief demanded in the Petition. YOU ARE CAUTIONED that in order to appear and defend, you must file a proper response in writing with the Clerk of the Court, accompanied by the necessary filing fee, within the time required. You are required to serve a copy of any response upon your spouse. Ariz.R.Civ.P. 10(d), A.R.S. § 12-311, Ariz.R.Civ.P. 5. Requests for reasonable accommodation for persons with disabilities must be made to the division assigned to the case by parties at least three (3) judicial days in advance of a scheduled court proceeding. The name and address for service upon the Plaintiff is: Rogelio Moreno PO Box 33 Florence, Arizona 85132 SIGNED AND SEALED this date: July 10, 2025 CLERK OF THE SUPERIOR COURT Rebecca Padilla By:Maegan Perez, Deputy Clerk	[661, 443, 786, 786]
